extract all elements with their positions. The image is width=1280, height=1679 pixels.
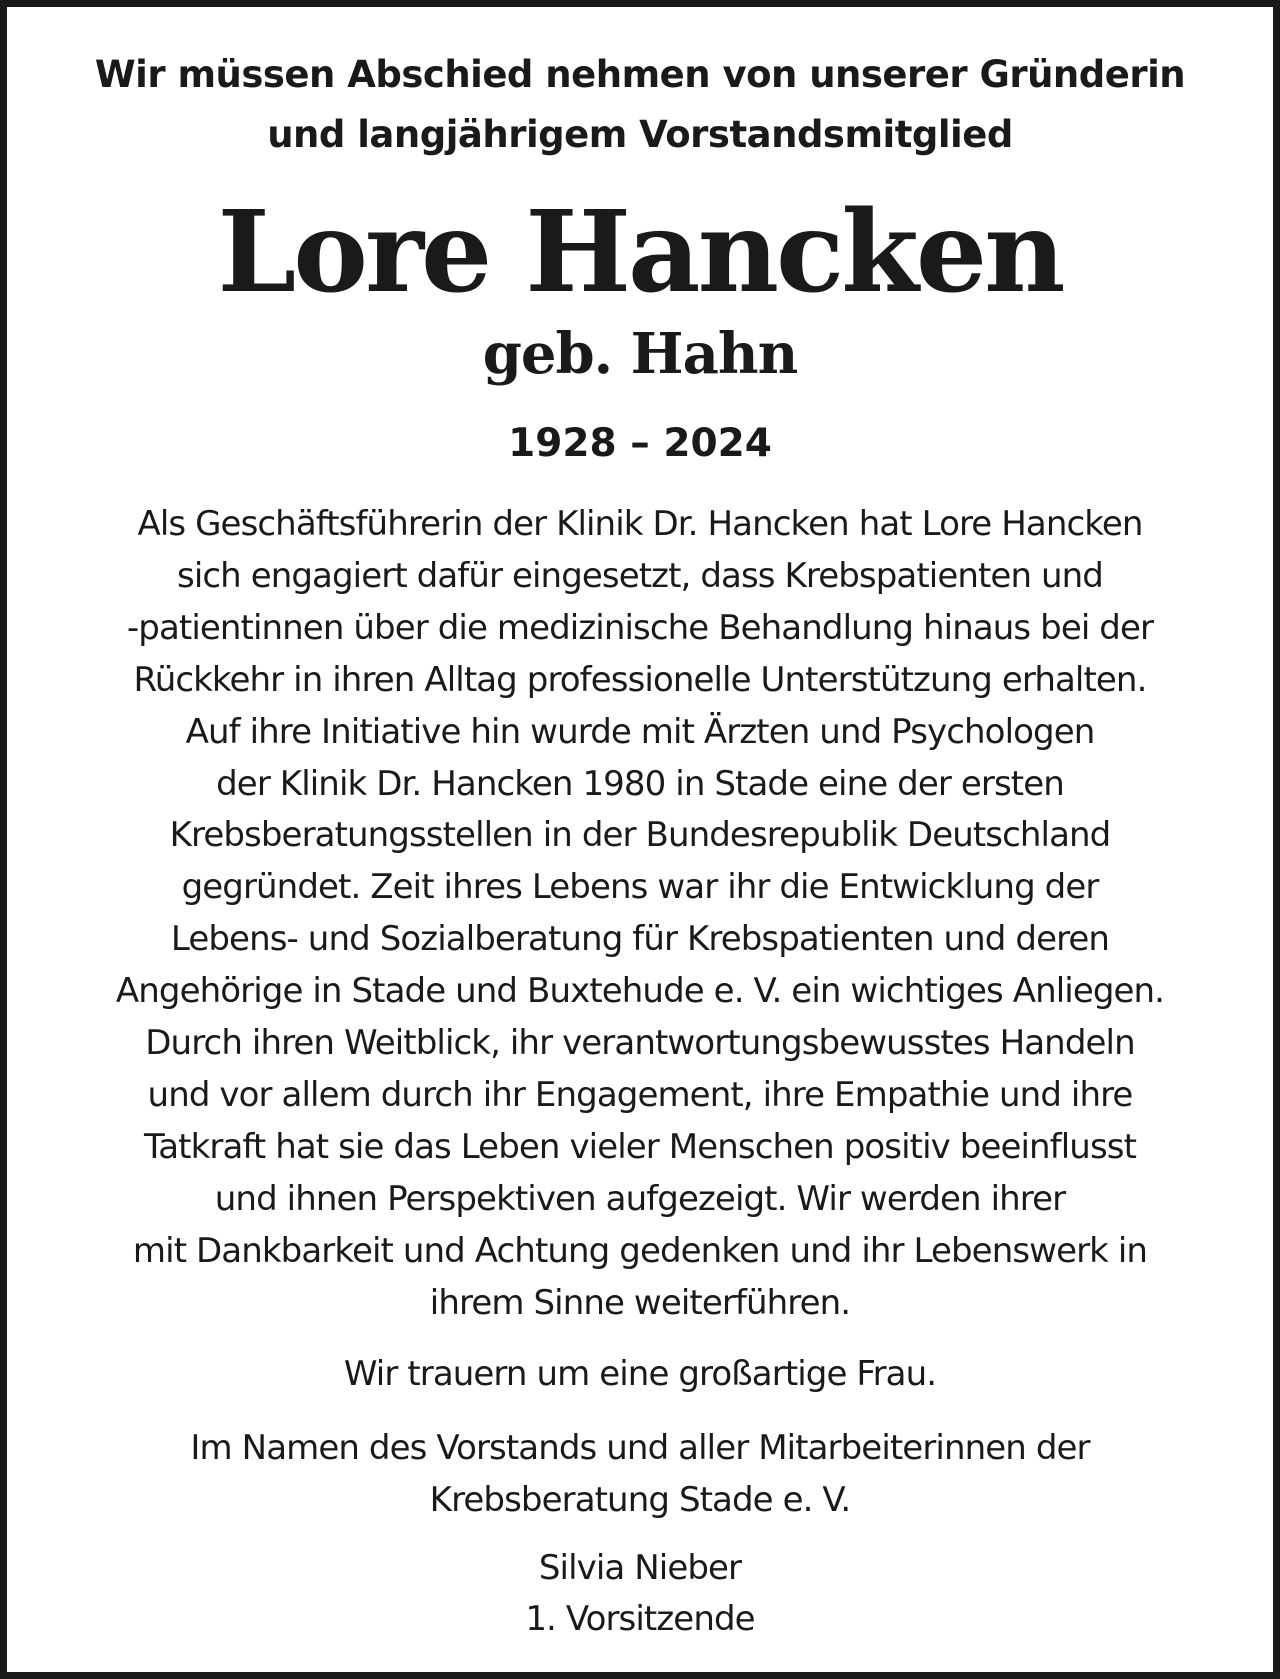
life-years: 1928 – 2024 [508, 421, 772, 466]
tribute-line: Tatkraft hat sie das Leben vieler Menschen positiv beeinflusst [143, 1126, 1137, 1167]
intro-line-2: und langjährigem Vorstandsmitglied [267, 113, 1013, 156]
signer-block [7, 1543, 1273, 1645]
tribute-text [7, 499, 1273, 1330]
tribute-line: -patientinnen über die medizinische Behandlung hinaus bei der [126, 607, 1154, 648]
tribute-line: Auf ihre Initiative hin wurde mit Ärzten und Psychologen [185, 711, 1095, 752]
tribute-line: Als Geschäftsführerin der Klinik Dr. Hancken hat Lore Hancken [137, 504, 1143, 544]
closing-line: Wir trauern um eine großartige Frau. [343, 1354, 937, 1394]
tribute-line: Krebsberatungsstellen in der Bundesrepublik Deutschland [169, 815, 1111, 856]
tribute-line: und ihnen Perspektiven aufgezeigt. Wir werden ihrer [214, 1178, 1066, 1219]
signer-name: Silvia Nieber [538, 1548, 742, 1588]
tribute-line: Rückkehr in ihren Alltag professionelle Unterstützung erhalten. [133, 659, 1147, 700]
signature-org-line-2: Krebsberatung Stade e. V. [429, 1480, 851, 1520]
signature-organization [7, 1422, 1273, 1526]
tribute-line: Angehörige in Stade und Buxtehude e. V. ein wichtiges Anliegen. [115, 971, 1165, 1012]
tribute-line: mit Dankbarkeit und Achtung gedenken und ihr Lebenswerk in [132, 1230, 1148, 1271]
deceased-name: Lore Hancken [217, 187, 1063, 318]
signer-role: 1. Vorsitzende [525, 1599, 755, 1639]
tribute-line: und vor allem durch ihr Engagement, ihre Empathie und ihre [147, 1074, 1133, 1115]
tribute-line: sich engagiert dafür eingesetzt, dass Krebspatienten und [177, 555, 1103, 596]
tribute-line: Durch ihren Weitblick, ihr verantwortungsbewusstes Handeln [145, 1023, 1135, 1064]
tribute-line: Lebens- und Sozialberatung für Krebspatienten und deren [170, 919, 1110, 960]
tribute-line: der Klinik Dr. Hancken 1980 in Stade eine der ersten [216, 763, 1064, 804]
tribute-line: ihrem Sinne weiterführen. [429, 1282, 851, 1323]
signature-org-line-1: Im Namen des Vorstands und aller Mitarbeiterinnen der [190, 1428, 1090, 1468]
intro-heading [7, 45, 1273, 165]
intro-line-1: Wir müssen Abschied nehmen von unserer Gründerin [94, 53, 1186, 96]
maiden-name: geb. Hahn [482, 321, 798, 387]
tribute-line: gegründet. Zeit ihres Lebens war ihr die Entwicklung der [181, 867, 1099, 908]
